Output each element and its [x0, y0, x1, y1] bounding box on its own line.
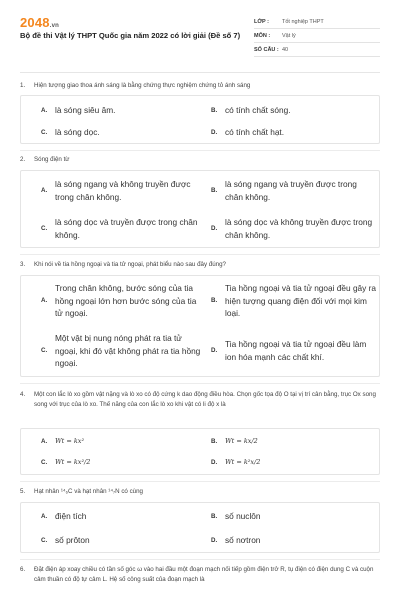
- logo-tld: .vn: [49, 23, 60, 29]
- option-a[interactable]: [41, 282, 206, 320]
- option-a[interactable]: [41, 510, 86, 523]
- option-label: A.: [41, 106, 48, 114]
- option-text: Một vật bị nung nóng phát ra tia tử ngoại, khi đó vật không phát ra tia hồng ngoại.: [55, 333, 201, 368]
- option-text: số prôton: [55, 535, 90, 545]
- question-text: Hạt nhân ¹⁴₆C và hạt nhân ¹⁴₇N có cùng: [34, 488, 143, 495]
- option-text: là sóng ngang và không truyền được trong chân không.: [55, 179, 191, 202]
- meta-row-subject: [254, 29, 380, 43]
- meta-key: MÔN :: [254, 32, 271, 39]
- option-b[interactable]: [211, 178, 376, 203]
- question-divider: [20, 481, 380, 482]
- option-text: Tia hồng ngoại và tia tử ngoại đều làm ion hóa mạnh các chất khí.: [225, 339, 367, 362]
- option-b[interactable]: [211, 510, 261, 523]
- question-stem: [20, 487, 380, 497]
- option-text: số nuclôn: [225, 511, 261, 521]
- option-label: C.: [41, 458, 48, 466]
- option-text: có tính chất sóng.: [225, 105, 291, 115]
- option-text: Tia hồng ngoại và tia tử ngoại đều gây ra hiện tượng quang điện đối với mọi kim loại.: [225, 283, 377, 318]
- option-a[interactable]: [41, 178, 206, 203]
- option-d[interactable]: [211, 458, 260, 466]
- option-a[interactable]: [41, 437, 84, 445]
- question-number: 6.: [20, 566, 26, 573]
- meta-value: 40: [282, 46, 289, 53]
- question-stem: [20, 155, 380, 165]
- option-label: D.: [211, 128, 218, 136]
- option-c[interactable]: [41, 458, 90, 466]
- question-number: 4.: [20, 391, 26, 398]
- question-stem: [20, 81, 380, 91]
- option-text: là sóng dọc và không truyền được trong chân không.: [225, 217, 373, 240]
- option-text: có tính chất hạt.: [225, 127, 285, 137]
- option-d[interactable]: [211, 534, 260, 547]
- option-formula: Wt = k²x/2: [225, 458, 261, 466]
- question-text: Sóng điện từ: [34, 156, 70, 163]
- option-formula: Wt = kx²/2: [55, 458, 91, 466]
- option-label: D.: [211, 458, 218, 466]
- option-label: A.: [41, 437, 48, 445]
- meta-value: Vật lý: [282, 32, 296, 39]
- option-c[interactable]: [41, 534, 90, 547]
- option-b[interactable]: [211, 437, 258, 445]
- option-label: B.: [211, 187, 218, 194]
- option-text: Trong chân không, bước sóng của tia hồng ngoại lớn hơn bước sóng của tia tử ngoại.: [55, 283, 197, 318]
- option-label: D.: [211, 225, 218, 232]
- question-number: 3.: [20, 261, 26, 268]
- option-label: B.: [211, 437, 218, 445]
- option-label: C.: [41, 225, 48, 232]
- option-text: là sóng dọc.: [55, 127, 100, 137]
- question-text: Hiện tượng giao thoa ánh sáng là bằng chứng thực nghiệm chứng tỏ ánh sáng: [34, 82, 251, 89]
- document-header: [0, 0, 400, 74]
- option-text: là sóng siêu âm.: [55, 105, 116, 115]
- meta-value: Tốt nghiệp THPT: [282, 18, 324, 25]
- meta-key: SỐ CÂU :: [254, 46, 279, 53]
- question-stem: [20, 390, 380, 409]
- question-text: Đặt điện áp xoay chiều có tần số góc ω vào hai đầu một đoạn mạch nối tiếp gồm điện trở R, tụ điện có điện dung C và cuộn cảm thuần có độ tự cảm L. Hệ số công suất của đoạn mạch là: [34, 566, 374, 583]
- option-b[interactable]: [211, 282, 376, 320]
- header-divider: [20, 72, 380, 73]
- option-formula: Wt = kx/2: [225, 437, 258, 445]
- option-d[interactable]: [211, 126, 284, 139]
- option-label: B.: [211, 106, 218, 114]
- meta-row-class: [254, 15, 380, 29]
- meta-table: [254, 15, 380, 57]
- option-label: D.: [211, 347, 218, 354]
- option-d[interactable]: [211, 216, 376, 241]
- question-divider: [20, 150, 380, 151]
- question-divider: [20, 383, 380, 384]
- question-divider: [20, 254, 380, 255]
- option-label: B.: [211, 512, 218, 520]
- option-label: C.: [41, 128, 48, 136]
- options-box: [20, 275, 380, 377]
- option-label: A.: [41, 512, 48, 520]
- question-number: 1.: [20, 82, 26, 89]
- options-box: [20, 428, 380, 475]
- option-c[interactable]: [41, 126, 100, 139]
- options-box: [20, 170, 380, 248]
- option-label: C.: [41, 347, 48, 355]
- option-label: B.: [211, 297, 218, 305]
- document-title: Bộ đề thi Vật lý THPT Quốc gia năm 2022 có lời giải (Đề số 7): [20, 31, 241, 40]
- option-label: D.: [211, 536, 218, 544]
- question-text: Khi nói về tia hồng ngoại và tia tử ngoại, phát biểu nào sau đây đúng?: [34, 261, 226, 268]
- question-stem: [20, 260, 380, 270]
- option-label: A.: [41, 187, 48, 194]
- options-box: [20, 502, 380, 553]
- logo-main: 2048: [20, 15, 50, 30]
- option-text: là sóng ngang và truyền được trong chân không.: [225, 179, 357, 202]
- site-logo[interactable]: [20, 15, 59, 30]
- question-text: Một con lắc lò xo gồm vật nặng và lò xo có độ cứng k dao động điều hòa. Chọn gốc tọa độ O tại vị trí cân bằng, trục Ox song song với trục của lò xo. Thế năng của con lắc lò xo khi vật có li độ x là: [34, 391, 376, 408]
- option-text: số nơtron: [225, 535, 261, 545]
- options-box: [20, 95, 380, 144]
- option-formula: Wt = kx²: [55, 437, 85, 445]
- option-label: C.: [41, 536, 48, 544]
- option-c[interactable]: [41, 332, 206, 370]
- option-b[interactable]: [211, 104, 291, 117]
- question-number: 5.: [20, 488, 26, 495]
- question-number: 2.: [20, 156, 26, 163]
- question-divider: [20, 559, 380, 560]
- question-stem: [20, 565, 380, 584]
- option-d[interactable]: [211, 338, 376, 363]
- meta-row-count: [254, 43, 380, 57]
- option-text: là sóng dọc và truyền được trong chân không.: [55, 217, 198, 240]
- meta-key: LỚP :: [254, 18, 269, 25]
- option-a[interactable]: [41, 104, 115, 117]
- option-label: A.: [41, 297, 48, 305]
- option-text: điện tích: [55, 511, 87, 521]
- option-c[interactable]: [41, 216, 206, 241]
